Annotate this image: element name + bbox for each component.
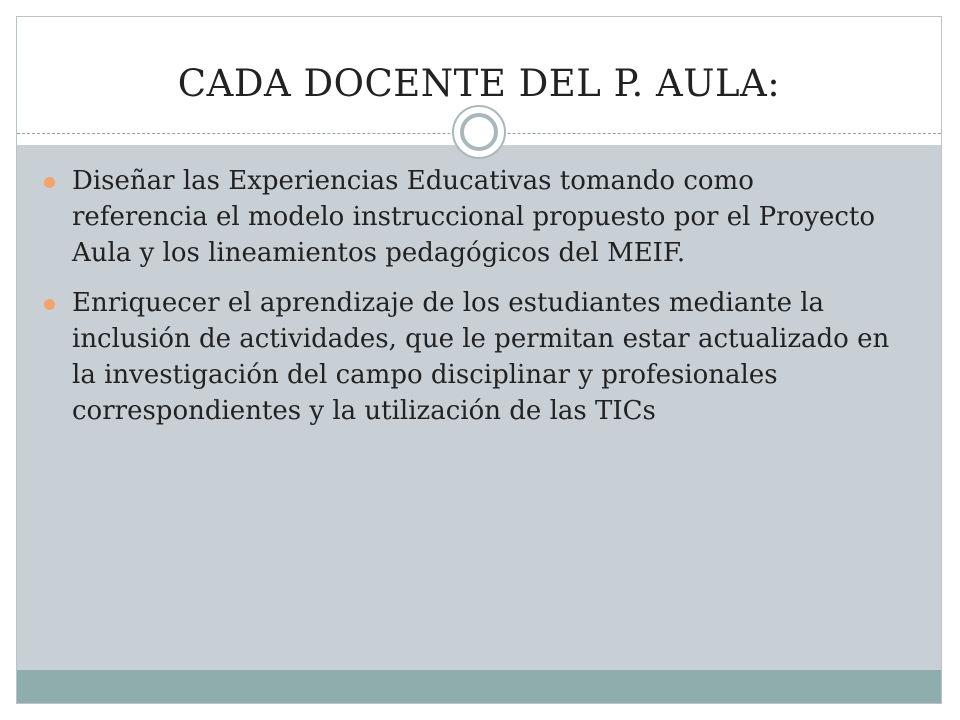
bullet-dot-icon <box>44 299 55 310</box>
circle-ornament-inner <box>460 113 498 151</box>
footer-band <box>17 670 941 703</box>
bullet-text: Diseñar las Experiencias Educativas tomando como referencia el modelo instruccional propuesto por el Proyecto Aula y los lineamientos pedagógicos del MEIF. <box>72 166 875 268</box>
bullet-item <box>44 285 894 429</box>
slide-title: CADA DOCENTE DEL P. AULA: <box>177 62 781 105</box>
bullet-dot-icon <box>44 177 55 188</box>
bullet-list <box>44 163 894 443</box>
circle-ornament-icon <box>452 105 506 159</box>
bullet-item <box>44 163 894 271</box>
bullet-text: Enriquecer el aprendizaje de los estudiantes mediante la inclusión de actividades, que le permitan estar actualizado en la investigación del campo disciplinar y profesionales correspondientes y la utilización de las TICs <box>72 288 890 426</box>
